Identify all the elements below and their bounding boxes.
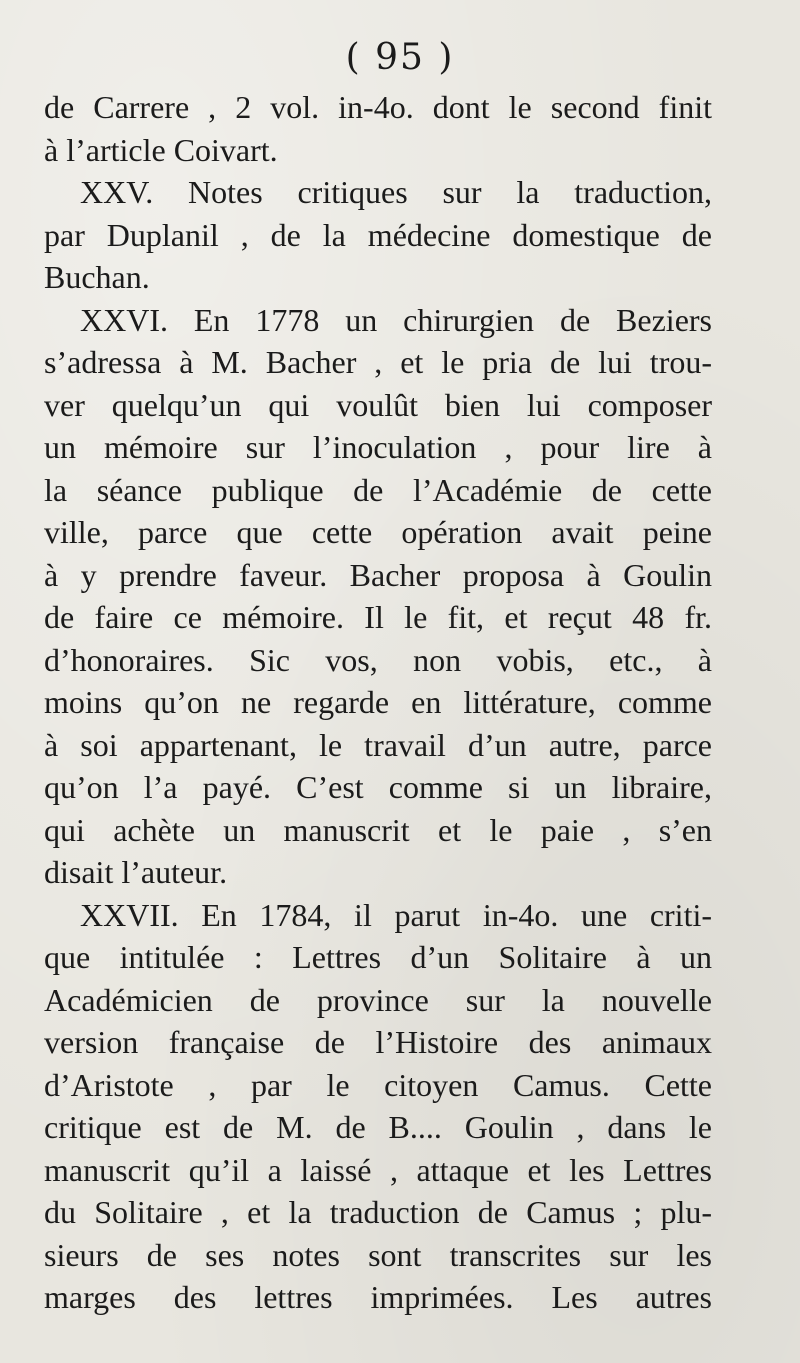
text-line: ver quelqu’un qui voulût bien lui composer xyxy=(44,386,712,423)
text-line: disait l’auteur. xyxy=(44,854,228,890)
text-line: marges des lettres imprimées. Les autres xyxy=(44,1279,712,1315)
text-line: XXVII. En 1784, il parut in-4o. une criti- xyxy=(80,896,712,933)
text-line: version française de l’Histoire des animaux xyxy=(44,1024,712,1060)
page-number: ( 95 ) xyxy=(345,37,455,78)
text-line: d’honoraires. Sic vos, non vobis, etc., à xyxy=(44,641,712,678)
text-line: manuscrit qu’il a laissé , attaque et les Lettres xyxy=(44,1151,712,1188)
text-line: Académicien de province sur la nouvelle xyxy=(44,981,712,1018)
text-line: XXV. Notes critiques sur la traduction, xyxy=(80,174,712,210)
text-line: la séance publique de l’Académie de cette xyxy=(44,471,712,508)
text-line: que intitulée : Lettres d’un Solitaire à un xyxy=(44,939,712,975)
text-line: critique est de M. de B.... Goulin , dans le xyxy=(44,1109,712,1145)
text-line: du Solitaire , et la traduction de Camus ; plu- xyxy=(44,1194,712,1230)
text-line: un mémoire sur l’inoculation , pour lire à xyxy=(44,429,712,465)
text-line: moins qu’on ne regarde en littérature, comme xyxy=(44,684,712,720)
text-line: qui achète un manuscrit et le paie , s’en xyxy=(44,811,712,848)
text-line: d’Aristote , par le citoyen Camus. Cette xyxy=(44,1066,712,1103)
body-text xyxy=(44,86,712,1319)
text-line: sieurs de ses notes sont transcrites sur les xyxy=(44,1236,712,1273)
text-line: ville, parce que cette opération avait peine xyxy=(44,514,712,550)
text-line: de Carrere , 2 vol. in-4o. dont le second finit xyxy=(44,89,712,125)
text-line: de faire ce mémoire. Il le fit, et reçut 48 fr. xyxy=(44,599,712,635)
text-line: à y prendre faveur. Bacher proposa à Goulin xyxy=(44,556,712,593)
text-line: s’adressa à M. Bacher , et le pria de lui trou- xyxy=(44,344,712,380)
text-line: Buchan. xyxy=(44,259,150,295)
text-line: à soi appartenant, le travail d’un autre, parce xyxy=(44,726,712,763)
text-line: par Duplanil , de la médecine domestique de xyxy=(44,216,712,253)
text-line: qu’on l’a payé. C’est comme si un libraire, xyxy=(44,769,712,805)
text-line: à l’article Coivart. xyxy=(44,131,278,168)
text-line: XXVI. En 1778 un chirurgien de Beziers xyxy=(80,301,712,338)
